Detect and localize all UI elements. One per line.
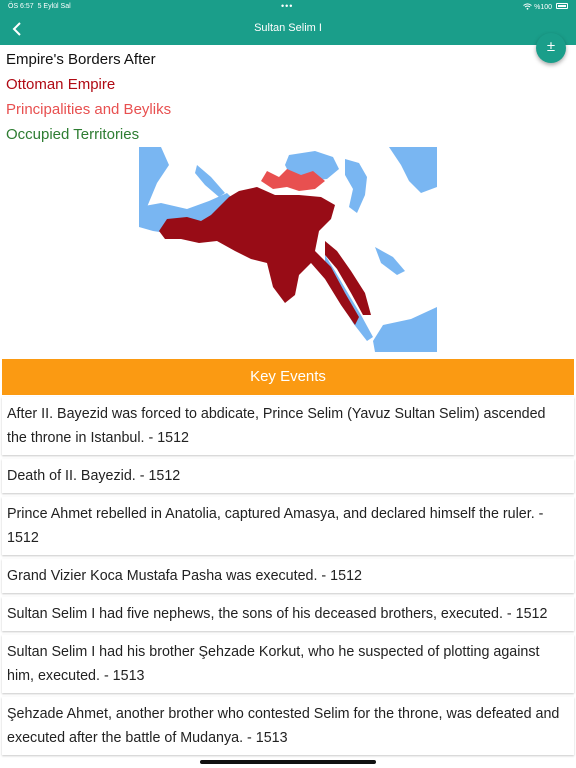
status-time-date: [8, 3, 71, 10]
event-text: Sultan Selim I had five nephews, the sons of his deceased brothers, executed. - 1512: [7, 606, 548, 622]
event-text: After II. Bayezid was forced to abdicate, Prince Selim (Yavuz Sultan Selim) ascended the throne in Istanbul. - 1512: [7, 406, 546, 446]
page-title: Sultan Selim I: [254, 22, 322, 34]
key-events-header: Key Events: [2, 359, 574, 395]
status-right: [523, 3, 552, 11]
multitask-dots[interactable]: •••: [281, 1, 294, 11]
home-indicator[interactable]: [200, 760, 376, 764]
event-text: Death of II. Bayezid. - 1512: [7, 468, 181, 484]
content-area[interactable]: [0, 45, 576, 768]
event-item[interactable]: [2, 559, 574, 593]
event-item[interactable]: [2, 459, 574, 493]
event-text: Şehzade Ahmet, another brother who contested Selim for the throne, was defeated and executed after the battle of Mudanya. - 1513: [7, 706, 560, 746]
legend-principalities: Principalities and Beyliks: [6, 101, 172, 118]
legend-ottoman-empire: Ottoman Empire: [6, 76, 116, 93]
event-item[interactable]: [2, 397, 574, 455]
event-item[interactable]: [2, 497, 574, 555]
event-item[interactable]: [2, 635, 574, 693]
event-item[interactable]: [2, 597, 574, 631]
status-time: ÖS 6:57: [8, 3, 34, 10]
status-date: 5 Eylül Sal: [37, 3, 71, 10]
event-text: Sultan Selim I had his brother Şehzade Korkut, who he suspected of plotting against him, executed. - 1513: [7, 644, 540, 684]
legend-title: Empire's Borders After: [6, 51, 156, 68]
battery-percent: %100: [534, 4, 552, 11]
zoom-toggle-button[interactable]: [536, 33, 566, 63]
wifi-icon: [523, 4, 534, 11]
event-text: Grand Vizier Koca Mustafa Pasha was executed. - 1512: [7, 568, 362, 584]
event-item[interactable]: [2, 697, 574, 755]
plus-minus-icon: ±: [546, 38, 556, 55]
battery-icon: [556, 3, 568, 9]
nav-bar: [0, 14, 576, 45]
status-bar: [0, 0, 576, 14]
legend-occupied-territories: Occupied Territories: [6, 126, 140, 143]
event-text: Prince Ahmet rebelled in Anatolia, captured Amasya, and declared himself the ruler. - 1512: [7, 506, 544, 546]
empire-map-image: [139, 147, 437, 352]
